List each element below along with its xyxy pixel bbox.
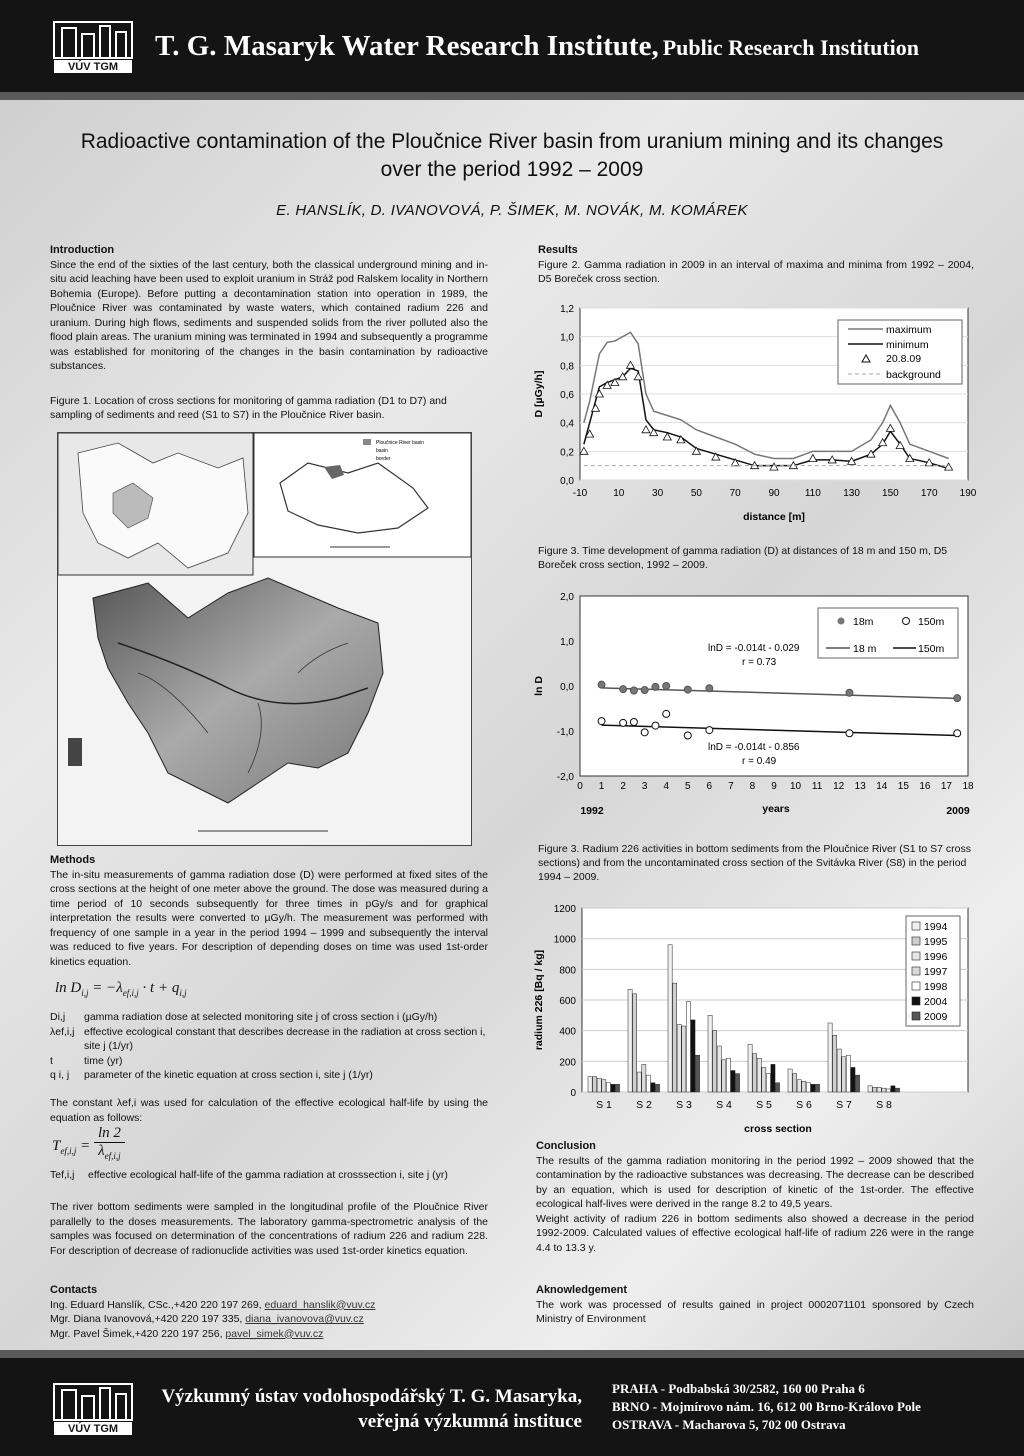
definition-row: Di,j gamma radiation dose at selected monitoring site j of cross section i (µGy/h) bbox=[50, 1011, 438, 1023]
chart2-xtick-label: 4 bbox=[663, 781, 670, 792]
chart3-ytick-label: 400 bbox=[559, 1026, 576, 1038]
definition-row: λef,i,j effective ecological constant that describes decrease in the radiation at cross section i, site j (1/yr) bbox=[50, 1025, 486, 1052]
chart1-ytick-label: 0,4 bbox=[560, 418, 574, 430]
vuv-tgm-logo bbox=[52, 1380, 134, 1436]
legend-label-minimum: minimum bbox=[886, 339, 929, 351]
chart2-legend bbox=[818, 608, 958, 658]
chart2-point-150m bbox=[663, 710, 670, 717]
chart1-ytick-label: 0,8 bbox=[560, 361, 574, 373]
chart2-point-150m bbox=[620, 719, 627, 726]
chart3-bar-1996 bbox=[877, 1087, 881, 1092]
map-legend-item: basin bbox=[376, 448, 388, 454]
chart3-bar-1994 bbox=[748, 1044, 752, 1092]
chart3-bar-1994 bbox=[628, 989, 632, 1092]
chart2-point-150m bbox=[652, 722, 659, 729]
legend-swatch-1997 bbox=[912, 967, 920, 975]
chart2-xtick-label: 8 bbox=[749, 781, 756, 792]
conclusion-section bbox=[536, 1139, 974, 1255]
chart3-bar-2004 bbox=[731, 1071, 735, 1092]
figure3-caption: Figure 3. Time development of gamma radiation (D) at distances of 18 m and 150 m, D5 Boreček cross section, 1992 – 2009. bbox=[538, 545, 948, 571]
legend-label-maximum: maximum bbox=[886, 324, 932, 336]
chart2-point-150m bbox=[706, 727, 713, 734]
chart3-bar-1998 bbox=[886, 1089, 890, 1092]
chart1-xtick-label: 150 bbox=[882, 488, 899, 499]
figure2-caption: Figure 2. Gamma radiation in 2009 in an interval of maxima and minima from 1992 – 2004, D5 Boreček cross section. bbox=[538, 258, 974, 285]
chart2-xtick-label: 17 bbox=[940, 781, 953, 792]
chart2-ytick-label: 2,0 bbox=[560, 592, 574, 603]
acknowledgement-text: The work was processed of results gained in project 0002071101 sponsored by Czech Ministry of Environment bbox=[536, 1298, 974, 1325]
methods-halflife-text: The constant λef,i was used for calculation of the effective ecological half-life by using the equation as follows: bbox=[50, 1097, 488, 1124]
chart3-bar-1997 bbox=[642, 1064, 646, 1092]
contact-item: Mgr. Pavel Šimek,+420 220 197 256, pavel_simek@vuv.cz bbox=[50, 1327, 324, 1340]
svg-text:VÚV TGM: VÚV TGM bbox=[67, 61, 119, 73]
chart3-bar-1994 bbox=[588, 1077, 592, 1092]
chart3-bar-1996 bbox=[837, 1049, 841, 1092]
introduction-section bbox=[50, 243, 488, 374]
chart3-bar-1996 bbox=[677, 1025, 681, 1092]
chart3-bar-1995 bbox=[713, 1031, 717, 1092]
introduction-text: Since the end of the sixties of the last century, both the classical underground mining and in-situ acid leaching have been used to exploit uranium in Stráž pod Ralskem locality in Northern Bohemia (Europe). Before putting a decontamination station into operation in 1989, the Ploučnice River was contaminated by waste waters, which contained radium 226 and uranium. During high flows, sediments and suspended solids from the river polluted also the flood plain areas. The uranium mining was terminated in 1994 and subsequently a programme was established for monitoring of the changes in the basin contamination by radioactive substances. bbox=[50, 258, 488, 372]
authors: E. HANSLÍK, D. IVANOVOVÁ, P. ŠIMEK, M. NOVÁK, M. KOMÁREK bbox=[276, 202, 748, 219]
chart2-x-end-label: 2009 bbox=[946, 805, 970, 817]
legend-label-1998: 1998 bbox=[924, 981, 948, 993]
header-bar bbox=[0, 0, 1024, 100]
legend-swatch-2009 bbox=[912, 1012, 920, 1020]
legend-swatch-1994 bbox=[912, 922, 920, 930]
chart1-xtick-label: 130 bbox=[843, 488, 860, 499]
definition-halflife: Tef,i,j effective ecological half-life of the gamma radiation at crosssection i, site j (yr) bbox=[50, 1169, 448, 1181]
chart3-bar-1998 bbox=[686, 1002, 690, 1092]
definition-row: t time (yr) bbox=[50, 1054, 123, 1067]
chart2-point-18m bbox=[652, 683, 659, 690]
chart2-xtick-label: 7 bbox=[728, 781, 734, 792]
footer-addresses bbox=[612, 1380, 921, 1434]
chart3-xlabel: cross section bbox=[744, 1123, 812, 1135]
definitions-list bbox=[50, 1010, 488, 1083]
radium-bar-chart bbox=[528, 896, 980, 1140]
chart2-point-18m bbox=[954, 695, 961, 702]
chart2-point-150m bbox=[684, 732, 691, 739]
legend-label-background: background bbox=[886, 369, 941, 381]
chart3-bar-1998 bbox=[766, 1074, 770, 1092]
figure4-caption: Figure 3. Radium 226 activities in bottom sediments from the Ploučnice River (S1 to S7 cross sections) and from the uncontaminated cross section of the Svitávka River (S8) in the period 1994 – 2009. bbox=[538, 843, 972, 883]
contact-email-link[interactable]: pavel_simek@vuv.cz bbox=[225, 1327, 324, 1340]
chart2-point-18m bbox=[620, 686, 627, 693]
chart3-xtick-label: S 5 bbox=[756, 1099, 772, 1111]
chart3-bar-1997 bbox=[842, 1057, 846, 1092]
chart3-ytick-label: 200 bbox=[559, 1057, 576, 1069]
fit-r-18m: r = 0.73 bbox=[742, 657, 777, 668]
chart1-ytick-label: 0,6 bbox=[560, 390, 574, 401]
chart3-bar-1997 bbox=[602, 1080, 606, 1092]
chart3-legend bbox=[906, 916, 960, 1026]
figure1-caption: Figure 1. Location of cross sections for monitoring of gamma radiation (D1 to D7) and sampling of sediments and reed (S1 to S7) in the Ploučnice River basin. bbox=[50, 395, 447, 421]
svg-text:VÚV TGM: VÚV TGM bbox=[67, 1423, 119, 1435]
chart3-ytick-label: 1000 bbox=[553, 934, 576, 946]
legend-label-1997: 1997 bbox=[924, 966, 948, 978]
contact-email-link[interactable]: eduard_hanslik@vuv.cz bbox=[264, 1298, 376, 1311]
chart1-xtick-label: 170 bbox=[920, 488, 938, 499]
chart2-xtick-label: 16 bbox=[919, 781, 931, 792]
chart3-bar-1998 bbox=[606, 1083, 610, 1092]
chart1-ytick-label: 1,0 bbox=[560, 332, 574, 344]
chart3-bar-1998 bbox=[726, 1058, 730, 1092]
map-legend-item: border bbox=[376, 456, 391, 462]
chart2-xtick-label: 14 bbox=[876, 781, 888, 792]
address-ostrava: OSTRAVA - Macharova 5, 702 00 Ostrava bbox=[612, 1417, 846, 1432]
figure1-map bbox=[57, 432, 472, 846]
chart1-xtick-label: 30 bbox=[652, 488, 664, 499]
legend-swatch-1998 bbox=[912, 982, 920, 990]
chart3-xtick-label: S 8 bbox=[876, 1099, 892, 1111]
chart1-ytick-label: 0,0 bbox=[560, 476, 574, 487]
chart3-ytick-label: 0 bbox=[570, 1088, 576, 1099]
chart2-ytick-label: -2,0 bbox=[556, 772, 574, 783]
chart3-bar-1995 bbox=[793, 1074, 797, 1092]
legend-swatch-18m bbox=[838, 618, 845, 625]
contacts-section bbox=[50, 1283, 488, 1341]
contact-item: Ing. Eduard Hanslík, CSc.,+420 220 197 269, eduard_hanslik@vuv.cz bbox=[50, 1298, 376, 1311]
chart2-x-start-label: 1992 bbox=[580, 805, 604, 817]
chart3-bar-1997 bbox=[682, 1026, 686, 1092]
chart3-bar-1995 bbox=[873, 1087, 877, 1092]
contacts-heading: Contacts bbox=[50, 1284, 98, 1296]
legend-label-1994: 1994 bbox=[924, 921, 948, 933]
chart2-ytick-label: 0,0 bbox=[560, 682, 574, 693]
chart1-ytick-label: 0,2 bbox=[560, 447, 574, 459]
chart2-xtick-label: 9 bbox=[771, 781, 777, 792]
chart1-xtick-label: 90 bbox=[768, 488, 780, 499]
legend-label-2009: 2009 bbox=[924, 1011, 948, 1023]
chart2-point-150m bbox=[954, 730, 961, 737]
legend-label-150m: 150m bbox=[918, 616, 945, 628]
footer-institute-name: Výzkumný ústav vodohospodářský T. G. Masaryka, veřejná výzkumná instituce bbox=[161, 1386, 582, 1432]
chart3-ytick-label: 600 bbox=[559, 996, 576, 1007]
chart2-xtick-label: 15 bbox=[897, 781, 909, 792]
basin-map-graphic bbox=[58, 433, 471, 845]
contact-item: Mgr. Diana Ivanovová,+420 220 197 335, diana_ivanovova@vuv.cz bbox=[50, 1313, 364, 1325]
chart3-bar-1998 bbox=[846, 1055, 850, 1092]
definition-row: q i, j parameter of the kinetic equation at cross section i, site j (1/yr) bbox=[50, 1069, 373, 1081]
legend-swatch-2004 bbox=[912, 997, 920, 1005]
chart1-ytick-label: 1,2 bbox=[560, 304, 574, 315]
chart3-bar-2009 bbox=[615, 1084, 619, 1092]
chart1-xtick-label: -10 bbox=[572, 488, 588, 499]
contact-email-link[interactable]: diana_ivanovova@vuv.cz bbox=[245, 1313, 364, 1325]
chart2-point-18m bbox=[706, 685, 713, 692]
chart3-bar-1996 bbox=[597, 1078, 601, 1092]
chart2-xtick-label: 0 bbox=[577, 781, 583, 792]
chart3-bar-1994 bbox=[868, 1086, 872, 1092]
methods-sediments-text: The river bottom sediments were sampled in the longitudinal profile of the Ploučnice River parallelly to the doses measurements. The laboratory gamma-spectrometric analysis of the samples was focused on determination of the concentrations of radium 226 and radium 228. For description of decrease of radionuclide activities was used 1st-order kinetics equation. bbox=[50, 1201, 488, 1257]
chart2-xtick-label: 2 bbox=[620, 781, 626, 792]
legend-swatch-150m bbox=[903, 618, 910, 625]
legend-label-2004: 2004 bbox=[924, 996, 948, 1008]
chart3-ytick-label: 800 bbox=[559, 965, 576, 977]
chart3-bar-1994 bbox=[788, 1069, 792, 1092]
chart3-bar-2009 bbox=[655, 1084, 659, 1092]
chart2-xtick-label: 13 bbox=[854, 781, 866, 792]
chart3-bar-2009 bbox=[815, 1084, 819, 1092]
chart3-xtick-label: S 3 bbox=[676, 1099, 692, 1111]
legend-swatch-1996 bbox=[912, 952, 920, 960]
fit-equation-150m: lnD = -0.014t - 0.856 bbox=[708, 742, 800, 753]
chart3-bar-2004 bbox=[651, 1083, 655, 1092]
conclusion-p2: Weight activity of radium 226 in bottom sediments also showed a decrease in the period 1992-2009. Calculated values of effective ecological half-life of radium 226 were in the range 4.4 to 13.3 y. bbox=[536, 1212, 974, 1254]
chart2-point-18m bbox=[598, 681, 605, 688]
chart2-point-18m bbox=[846, 689, 853, 696]
chart2-xtick-label: 12 bbox=[833, 781, 845, 792]
chart3-ylabel: radium 226 [Bq / kg] bbox=[533, 949, 545, 1051]
chart3-bar-1995 bbox=[593, 1077, 597, 1092]
chart3-xtick-label: S 4 bbox=[716, 1099, 732, 1111]
acknowledgement-heading: Aknowledgement bbox=[536, 1284, 628, 1296]
chart3-bar-2009 bbox=[695, 1055, 699, 1092]
address-brno: BRNO - Mojmírovo nám. 16, 612 00 Brno-Královo Pole bbox=[612, 1399, 921, 1414]
chart3-bar-1994 bbox=[708, 1015, 712, 1092]
chart3-bar-1994 bbox=[668, 945, 672, 1092]
vuv-tgm-logo bbox=[52, 18, 134, 74]
chart1-xlabel: distance [m] bbox=[743, 511, 805, 523]
chart1-xtick-label: 190 bbox=[959, 488, 977, 499]
map-legend-item: Ploučnice River basin bbox=[376, 440, 425, 446]
legend-label-18m: 18m bbox=[853, 616, 874, 628]
chart2-point-18m bbox=[684, 686, 691, 693]
chart2-xtick-label: 18 bbox=[962, 781, 974, 792]
address-praha: PRAHA - Podbabská 30/2582, 160 00 Praha 6 bbox=[612, 1381, 865, 1396]
chart3-bar-2009 bbox=[775, 1083, 779, 1092]
chart3-xtick-label: S 2 bbox=[636, 1099, 652, 1111]
chart3-xtick-label: S 1 bbox=[596, 1099, 612, 1111]
conclusion-p1: The results of the gamma radiation monitoring in the period 1992 – 2009 showed that the contamination by the radioactive substances was decreasing. The decrease can be described by an equation, which is used for description of kinetic of the 1st-order. The effective ecological half-lives were derived in the range 8.2 to 49,5 years. bbox=[536, 1154, 974, 1210]
chart3-bar-1996 bbox=[797, 1080, 801, 1092]
chart3-bar-2009 bbox=[895, 1088, 899, 1092]
chart1-xtick-label: 70 bbox=[729, 488, 741, 499]
chart3-bar-2009 bbox=[735, 1074, 739, 1092]
fit-equation-18m: lnD = -0.014t - 0.029 bbox=[708, 643, 800, 654]
chart3-bar-1997 bbox=[722, 1060, 726, 1092]
chart3-xtick-label: S 7 bbox=[836, 1099, 852, 1111]
chart2-xtick-label: 11 bbox=[811, 781, 823, 792]
institute-name: T. G. Masaryk Water Research Institute, Public Research Institution bbox=[155, 30, 919, 62]
chart2-ytick-label: 1,0 bbox=[560, 637, 574, 648]
footer-bar bbox=[0, 1350, 1024, 1456]
chart3-bar-2004 bbox=[771, 1064, 775, 1092]
chart3-bar-1995 bbox=[673, 983, 677, 1092]
chart2-point-150m bbox=[630, 719, 637, 726]
methods-heading: Methods bbox=[50, 854, 96, 866]
legend-label-1996: 1996 bbox=[924, 951, 948, 963]
chart1-xtick-label: 50 bbox=[690, 488, 702, 499]
results-section bbox=[538, 243, 974, 287]
chart3-bar-1997 bbox=[762, 1067, 766, 1092]
legend-label-fit-150m: 150m bbox=[918, 643, 945, 655]
chart3-ytick-label: 1200 bbox=[553, 904, 576, 915]
chart2-xtick-label: 5 bbox=[684, 781, 691, 792]
chart3-bar-1994 bbox=[828, 1023, 832, 1092]
chart3-bar-1998 bbox=[646, 1075, 650, 1092]
chart1-legend bbox=[838, 320, 962, 384]
equation-halflife: $T_{ef,i,j}$ = ln 2 $\lambda_{ef,i,j}$ bbox=[52, 1125, 125, 1161]
chart3-bar-1996 bbox=[757, 1058, 761, 1092]
fit-r-150m: r = 0.49 bbox=[742, 756, 777, 767]
chart3-bar-2004 bbox=[811, 1084, 815, 1092]
chart2-point-150m bbox=[641, 729, 648, 736]
poster-title: Radioactive contamination of the Ploučnice River basin from uranium mining and its changes over the period 1992 – 2009 bbox=[80, 130, 944, 181]
chart3-bar-1997 bbox=[802, 1081, 806, 1092]
results-heading: Results bbox=[538, 244, 578, 256]
conclusion-heading: Conclusion bbox=[536, 1140, 596, 1152]
acknowledgement-section bbox=[536, 1283, 974, 1327]
chart2-xtick-label: 3 bbox=[641, 781, 648, 792]
chart2-xlabel: years bbox=[762, 803, 790, 815]
chart2-point-18m bbox=[630, 687, 637, 694]
map-legend-swatch bbox=[363, 439, 371, 445]
chart3-bar-2004 bbox=[691, 1020, 695, 1092]
chart3-bar-1995 bbox=[753, 1054, 757, 1092]
chart3-xtick-label: S 6 bbox=[796, 1099, 812, 1111]
chart3-bar-1995 bbox=[633, 994, 637, 1092]
chart2-ylabel: ln D bbox=[533, 676, 545, 696]
methods-section bbox=[50, 853, 488, 969]
chart3-bar-1995 bbox=[833, 1035, 837, 1092]
chart2-ytick-label: -1,0 bbox=[556, 727, 574, 738]
chart1-xtick-label: 10 bbox=[613, 488, 625, 499]
chart3-bar-1998 bbox=[806, 1083, 810, 1092]
chart1-xtick-label: 110 bbox=[804, 488, 821, 499]
legend-label-20-8-09: 20.8.09 bbox=[886, 353, 922, 365]
equation-kinetics: $\ln D_{i,j} = -\lambda_{ef,i,j} \cdot t + q_{i,j}$ bbox=[55, 980, 187, 998]
introduction-heading: Introduction bbox=[50, 244, 115, 256]
chart3-bar-2009 bbox=[855, 1075, 859, 1092]
chart2-xtick-label: 1 bbox=[598, 781, 605, 792]
methods-text: The in-situ measurements of gamma radiation dose (D) were performed at fixed sites of the cross sections at the height of one meter above the ground. The dose was measured during a time period of 10 seconds subsequently for three times in pGy/s and for graphical interpretation the results were converted to µGy/h. The measurement was performed with frequency of one sample in a year in the period 1994 – 1999 and subsequently the interval was reduced to five years. For description of depending doses on time was used 1st-order kinetics equation. bbox=[50, 868, 488, 968]
chart2-point-18m bbox=[663, 683, 670, 690]
chart3-bar-1997 bbox=[882, 1088, 886, 1092]
legend-label-fit-18m: 18 m bbox=[853, 643, 877, 655]
legend-swatch-1995 bbox=[912, 937, 920, 945]
lnd-time-chart bbox=[528, 586, 980, 818]
chart1-ylabel: D [µGy/h] bbox=[533, 370, 545, 418]
gamma-distance-chart bbox=[528, 298, 980, 530]
chart3-bar-1996 bbox=[637, 1072, 641, 1092]
chart2-xtick-label: 6 bbox=[706, 781, 713, 792]
chart3-bar-1996 bbox=[717, 1046, 721, 1092]
chart2-point-18m bbox=[641, 687, 648, 694]
chart3-bar-2004 bbox=[891, 1086, 895, 1092]
chart2-point-150m bbox=[846, 730, 853, 737]
chart2-point-150m bbox=[598, 718, 605, 725]
legend-label-1995: 1995 bbox=[924, 936, 948, 948]
chart3-bar-2004 bbox=[851, 1067, 855, 1092]
chart3-bar-2004 bbox=[611, 1084, 615, 1092]
chart2-xtick-label: 10 bbox=[789, 781, 802, 792]
